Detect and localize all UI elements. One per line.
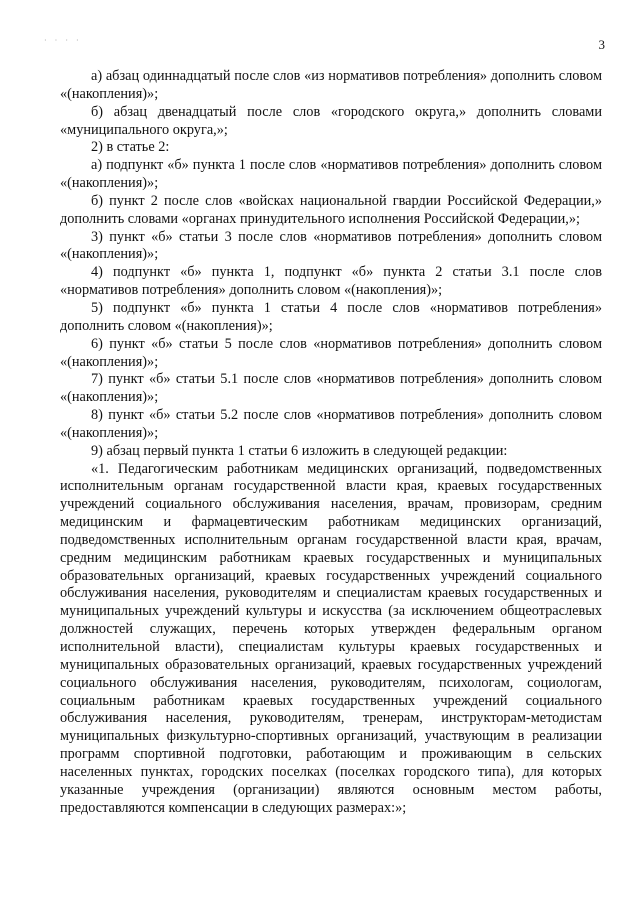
paragraph-9-quote: «1. Педагогическим работникам медицинских организаций, подведомственных исполнительным органам государственной власти края, краевых государственных учреждений социального обслуживания населения, врачам, провизорам, средним медицинским и фармацевтическим работникам медицинских организаций, подведомственных исполнительным органам государственной власти края, врачам, средним медицинским работникам краевых государственных и муниципальных образовательных организаций, краевых государственных учреждений социального обслуживания населения, руководителям и специалистам краевых государственных и муниципальных учреждений культуры и искусства (за исключением общеотраслевых должностей служащих, перечень которых утвержден федеральным органом исполнительной власти), специалистам культуры краевых государственных и муниципальных образовательных организаций, краевых государственных учреждений социального обслуживания населения, руководителям, психологам, социологам, социальным работникам краевых государственных учреждений социального обслуживания населения, руководителям, тренерам, инструкторам-методистам муниципальных физкультурно-спортивных организаций, участвующим в реализации программ спортивной подготовки, работающим и проживающим в сельских населенных пунктах, городских поселках (поселках городского типа), для которых указанные учреждения (организации) являются основным местом работы, предоставляются компенсации в следующих размерах:»; bbox=[60, 460, 602, 816]
paragraph-4: 4) подпункт «б» пункта 1, подпункт «б» пункта 2 статьи 3.1 после слов «нормативов потребления» дополнить словом «(накопления)»; bbox=[60, 264, 602, 299]
paragraph-2: 2) в статье 2: bbox=[91, 139, 170, 156]
paragraph-5: 5) подпункт «б» пункта 1 статьи 4 после слов «нормативов потребления» дополнить словом «(накопления)»; bbox=[60, 299, 602, 334]
paragraph-2a: а) подпункт «б» пункта 1 после слов «нормативов потребления» дополнить словом «(накопления)»; bbox=[60, 157, 602, 192]
paragraph-8: 8) пункт «б» статьи 5.2 после слов «нормативов потребления» дополнить словом «(накопления)»; bbox=[60, 407, 602, 441]
paragraph-6: 6) пункт «б» статьи 5 после слов «нормативов потребления» дополнить словом «(накопления)»; bbox=[60, 335, 602, 370]
page-number: 3 bbox=[598, 37, 605, 52]
document-body bbox=[60, 68, 602, 817]
paragraph-7: 7) пункт «б» статьи 5.1 после слов «нормативов потребления» дополнить словом «(накопления)»; bbox=[60, 371, 602, 406]
paragraph-2b: б) пункт 2 после слов «войсках национальной гвардии Российской Федерации,» дополнить словами «органах принудительного исполнения Российской Федерации,»; bbox=[60, 192, 602, 227]
paragraph-1b: б) абзац двенадцатый после слов «городского округа,» дополнить словами «муниципального округа,»; bbox=[60, 103, 602, 138]
paragraph-3: 3) пункт «б» статьи 3 после слов «нормативов потребления» дополнить словом «(накопления)»; bbox=[60, 228, 602, 263]
paragraph-9: 9) абзац первый пункта 1 статьи 6 изложить в следующей редакции: bbox=[91, 442, 508, 459]
scan-artifact: · · · · bbox=[44, 36, 82, 45]
paragraph-1a: а) абзац одиннадцатый после слов «из нормативов потребления» дополнить словом «(накопления)»; bbox=[60, 68, 602, 102]
